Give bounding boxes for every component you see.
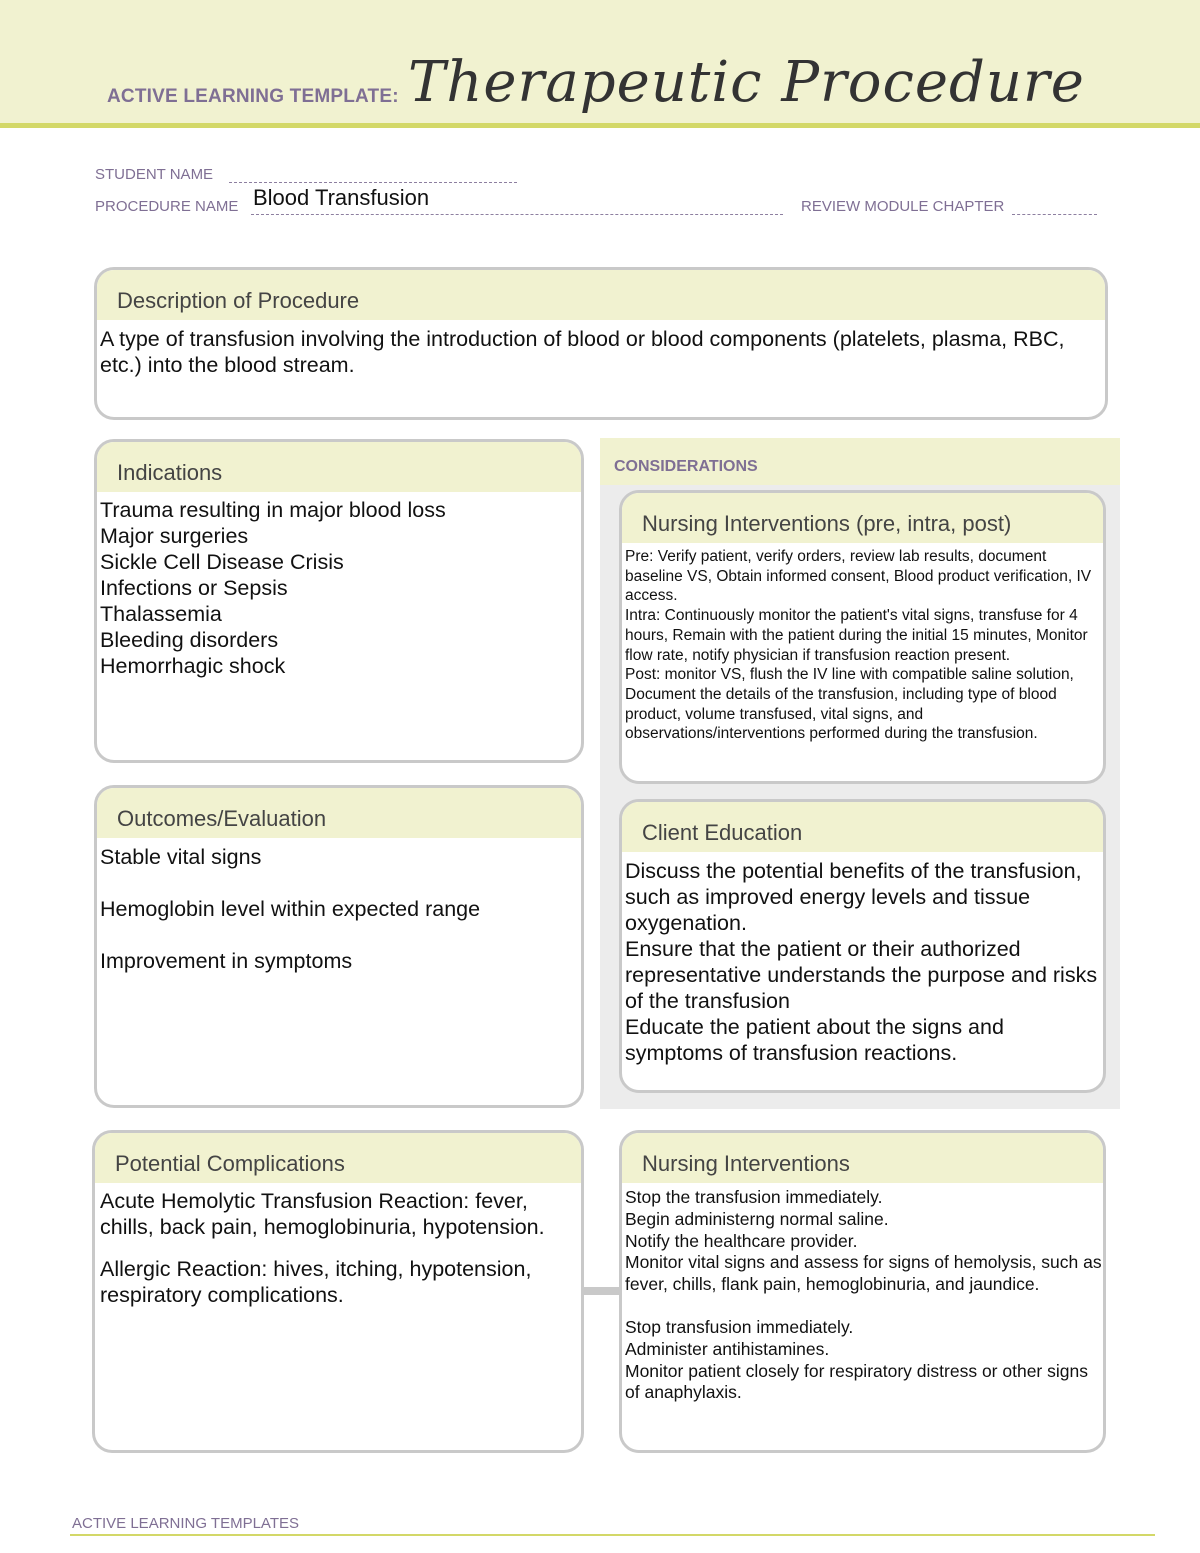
indication-item: Hemorrhagic shock [100, 654, 286, 678]
complications-heading: Potential Complications [95, 1133, 581, 1183]
description-heading: Description of Procedure [97, 270, 1105, 320]
outcome-item: Hemoglobin level within expected range [100, 897, 481, 921]
indication-item: Sickle Cell Disease Crisis [100, 550, 344, 574]
intervention-item: Stop transfusion immediately. [625, 1316, 854, 1337]
procedure-name-label: PROCEDURE NAME [95, 198, 239, 215]
indication-item: Bleeding disorders [100, 628, 279, 652]
outcomes-heading: Outcomes/Evaluation [97, 788, 581, 838]
indication-item: Trauma resulting in major blood loss [100, 498, 446, 522]
description-box [94, 267, 1108, 420]
intervention-item: Monitor vital signs and assess for signs of hemolysis, such as fever, chills, flank pain, hemoglobinuria, and jaundice. [625, 1252, 1102, 1295]
page-title: Therapeutic Procedure [408, 50, 1085, 115]
intervention-item: Administer antihistamines. [625, 1338, 830, 1359]
footer-rule [70, 1534, 1155, 1536]
indications-heading: Indications [97, 442, 581, 492]
nursing-interventions-heading: Nursing Interventions [622, 1133, 1103, 1183]
intervention-item: Monitor patient closely for respiratory distress or other signs of anaphylaxis. [625, 1360, 1088, 1403]
complication-item: Allergic Reaction: hives, itching, hypotension, respiratory complications. [100, 1257, 532, 1307]
indications-box [94, 439, 584, 763]
nursing-pip-heading: Nursing Interventions (pre, intra, post) [622, 493, 1103, 543]
description-text: A type of transfusion involving the introduction of blood or blood components (platelets, plasma, RBC, etc.) into the blood stream. [100, 327, 1065, 377]
nursing-interventions-pip-box [619, 490, 1106, 784]
review-module-label: REVIEW MODULE CHAPTER [801, 198, 1005, 215]
header-banner [0, 0, 1200, 128]
intra-text: Intra: Continuously monitor the patient's vital signs, transfuse for 4 hours, Remain with the patient during the initial 15 minutes, Monitor flow rate, notify physician if transfusion reaction present. [625, 607, 1088, 664]
footer-text: ACTIVE LEARNING TEMPLATES [72, 1515, 299, 1532]
template-kicker: ACTIVE LEARNING TEMPLATE: [107, 86, 399, 107]
review-module-field[interactable] [1012, 198, 1097, 215]
procedure-name-value: Blood Transfusion [253, 185, 430, 210]
education-item: Discuss the potential benefits of the transfusion, such as improved energy levels and tissue oxygenation. [625, 859, 1082, 935]
student-name-label: STUDENT NAME [95, 166, 214, 183]
connector-bar [583, 1287, 621, 1295]
indication-item: Thalassemia [100, 602, 222, 626]
education-item: Educate the patient about the signs and symptoms of transfusion reactions. [625, 1015, 1004, 1065]
client-education-box [619, 799, 1106, 1093]
considerations-heading: CONSIDERATIONS [600, 438, 1120, 485]
nursing-interventions-box [619, 1130, 1106, 1453]
complications-box [92, 1130, 584, 1453]
outcome-item: Improvement in symptoms [100, 949, 353, 973]
indication-item: Infections or Sepsis [100, 576, 288, 600]
indication-item: Major surgeries [100, 524, 249, 548]
outcomes-box [94, 785, 584, 1108]
client-education-heading: Client Education [622, 802, 1103, 852]
intervention-item: Notify the healthcare provider. [625, 1230, 858, 1251]
outcome-item: Stable vital signs [100, 845, 262, 869]
education-item: Ensure that the patient or their authorized representative understands the purpose and risks of the transfusion [625, 937, 1098, 1013]
student-name-field[interactable] [229, 166, 517, 183]
pre-text: Pre: Verify patient, verify orders, review lab results, document baseline VS, Obtain informed consent, Blood product verification, IV access. [625, 548, 1092, 605]
intervention-item: Stop the transfusion immediately. [625, 1187, 883, 1207]
post-text: Post: monitor VS, flush the IV line with compatible saline solution, Document the details of the transfusion, including type of blood product, volume transfused, vital signs, and observations/interventions performed during the transfusion. [625, 666, 1074, 743]
intervention-item: Begin administerng normal saline. [625, 1208, 889, 1229]
complication-item: Acute Hemolytic Transfusion Reaction: fever, chills, back pain, hemoglobinuria, hypotension. [100, 1189, 545, 1239]
